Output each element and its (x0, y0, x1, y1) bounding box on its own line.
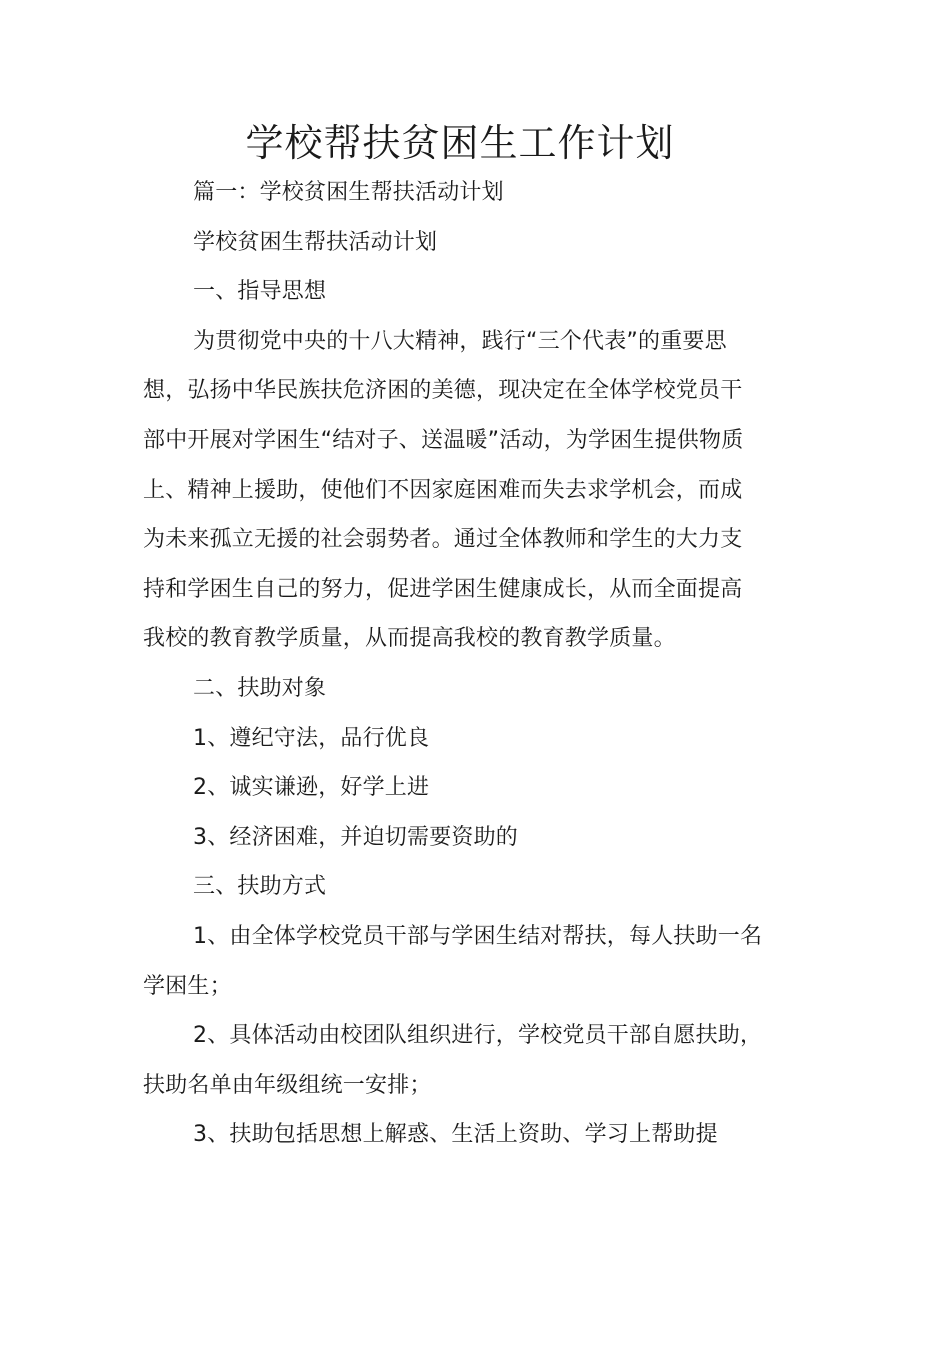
paragraph-subtitle: 学校贫困生帮扶活动计划 (193, 229, 438, 255)
section-heading-2: 二、扶助对象 (193, 675, 327, 701)
list-item: 1、由全体学校党员干部与学困生结对帮扶，每人扶助一名学困生； (143, 923, 763, 999)
list-item: 2、诚实谦逊，好学上进 (193, 775, 430, 801)
paragraph-heading: 篇一：学校贫困生帮扶活动计划 (193, 180, 504, 205)
section-heading-3: 三、扶助方式 (193, 874, 327, 900)
document-body (143, 168, 763, 1160)
list-item: 1、遵纪守法，品行优良 (193, 725, 430, 751)
paragraph-guiding-thought: 为贯彻党中央的十八大精神，践行“三个代表”的重要思想，弘扬中华民族扶危济困的美德，现决定在全体学校党员干部中开展对学困生“结对子、送温暖”活动，为学困生提供物质上、精神上援助，使他们不因家庭困难而失去求学机会，而成为未来孤立无援的社会弱势者。通过全体教师和学生的大力支持和学困生自己的努力，促进学困生健康成长，从而全面提高我校的教育教学质量，从而提高我校的教育教学质量。 (143, 328, 744, 652)
list-item: 3、经济困难，并迫切需要资助的 (193, 824, 518, 850)
document-title: 学校帮扶贫困生工作计划 (245, 121, 675, 165)
section-heading-1: 一、指导思想 (193, 279, 327, 305)
list-item: 3、扶助包括思想上解惑、生活上资助、学习上帮助提 (193, 1122, 718, 1148)
list-item: 2、具体活动由校团队组织进行，学校党员干部自愿扶助，扶助名单由年级组统一安排； (143, 1023, 763, 1098)
